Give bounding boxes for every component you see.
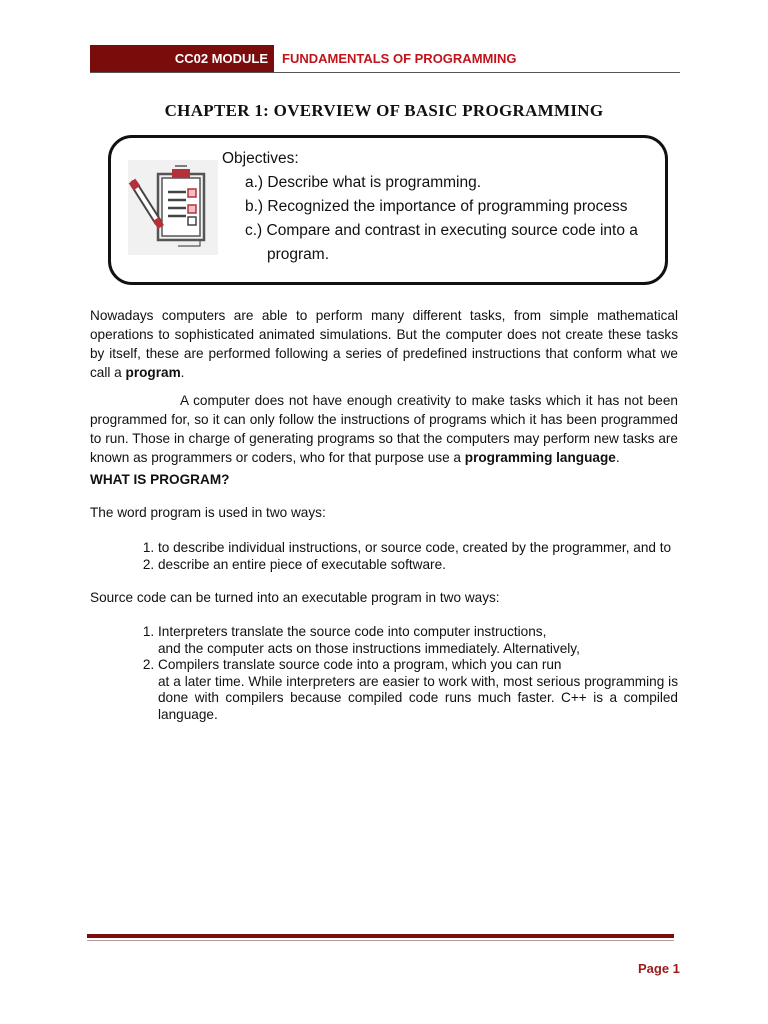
objective-item-continued: program.	[267, 246, 330, 263]
objective-item: a.) Describe what is programming.	[245, 174, 482, 191]
word-program-intro: The word program is used in two ways:	[90, 505, 326, 520]
list-item: 2. describe an entire piece of executable software.	[158, 557, 678, 574]
paragraph-end: .	[615, 450, 620, 465]
bold-term: programming language	[464, 450, 616, 465]
paragraph-text: Nowadays computers are able to perform many different tasks, from simple mathematical operations to sophisticated animated simulations. But the computer does not create these tasks by itself, these are performed following a series of predefined instructions that conform what we call a	[90, 308, 678, 380]
chapter-title: CHAPTER 1: OVERVIEW OF BASIC PROGRAMMING	[164, 101, 604, 120]
list-item: 1. to describe individual instructions, or source code, created by the programmer, and to	[158, 540, 678, 557]
page-number: Page 1	[638, 961, 680, 976]
paragraph-end: .	[180, 365, 185, 380]
objectives-label: Objectives:	[222, 150, 299, 167]
objectives-text	[222, 147, 638, 267]
list-item-line: 1. Interpreters translate the source code into computer instructions,	[158, 624, 547, 639]
paragraph-text: A computer does not have enough creativity to make tasks which it has not been programmed for, so it can only follow the instructions of programs which it has been programmed to run. Those in charge of generating programs so that the computers may perform new tasks are known as programmers or coders, who for that purpose use a	[90, 393, 678, 465]
intro-paragraph	[90, 306, 678, 382]
section-heading: WHAT IS PROGRAM?	[90, 472, 230, 487]
second-paragraph	[90, 391, 678, 467]
source-code-list	[90, 624, 678, 723]
list-item-rest: at a later time. While interpreters are easier to work with, most serious programming is done with compilers because compiled code runs much faster. C++ is a compiled language.	[158, 673, 678, 722]
word-program-list	[90, 540, 678, 573]
list-item	[158, 624, 678, 657]
footer-divider	[87, 934, 674, 938]
list-item-line: 2. Compilers translate source code into a program, which you can run	[158, 657, 562, 672]
module-label: CC02 MODULE	[90, 45, 274, 72]
objective-item: b.) Recognized the importance of programming process	[245, 198, 628, 215]
bold-term: program	[125, 365, 181, 380]
objective-item: c.) Compare and contrast in executing source code into a	[245, 222, 638, 239]
footer-divider-thin	[87, 940, 674, 941]
clipboard-checklist-icon	[128, 160, 218, 255]
list-item	[158, 657, 678, 723]
subject-label: FUNDAMENTALS OF PROGRAMMING	[282, 51, 517, 66]
source-code-intro: Source code can be turned into an executable program in two ways:	[90, 590, 500, 605]
list-item-rest: and the computer acts on those instructions immediately. Alternatively,	[158, 640, 580, 656]
page-header	[90, 45, 680, 73]
